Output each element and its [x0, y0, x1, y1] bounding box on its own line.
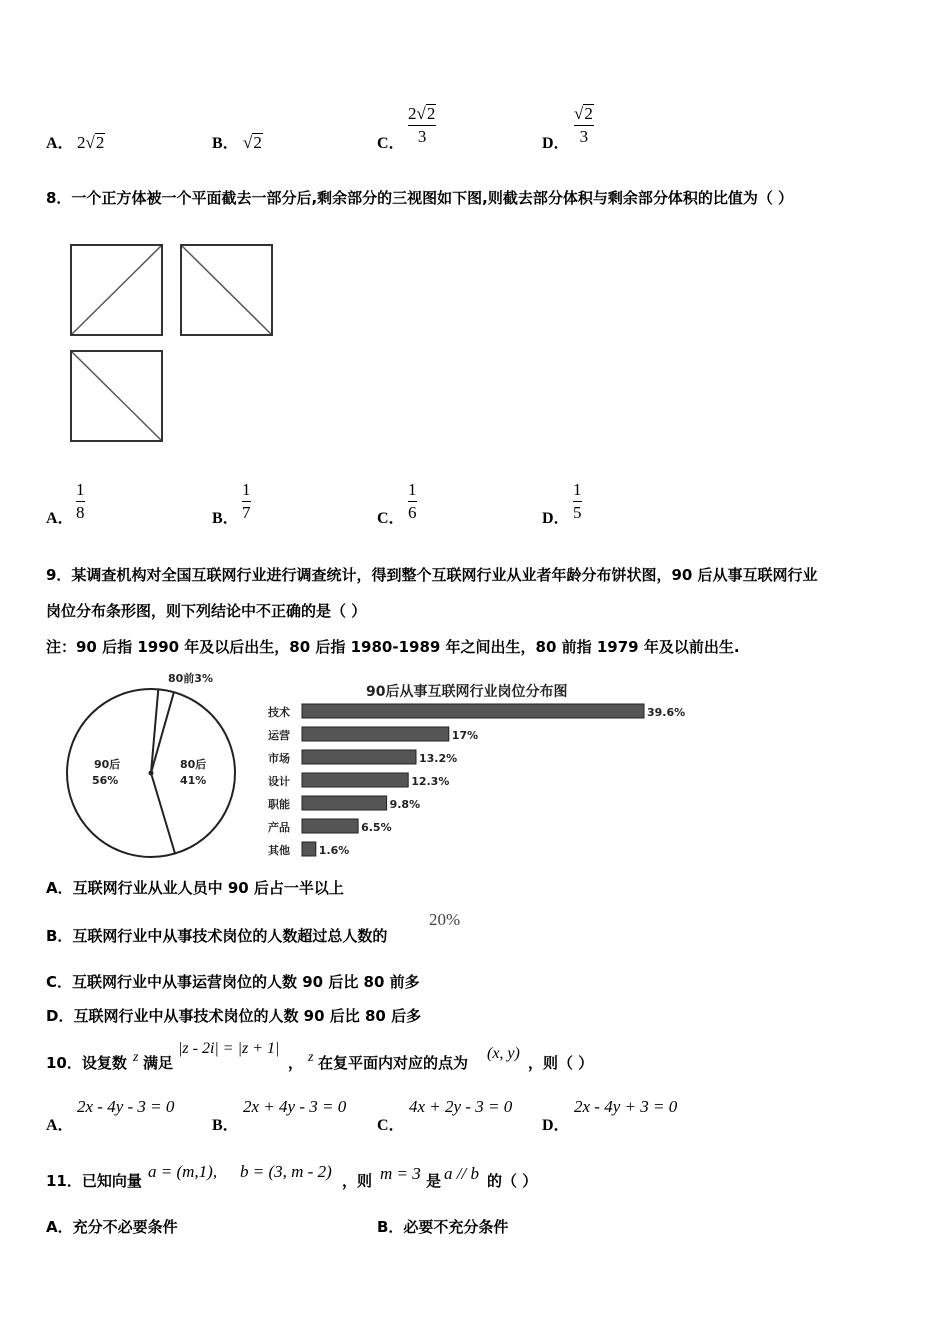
- bar-value-label: 13.2%: [419, 752, 458, 765]
- bar-value-label: 12.3%: [411, 775, 450, 788]
- q8-d-num: 1: [573, 480, 582, 499]
- q7-option-b-value[interactable]: √2: [243, 133, 262, 152]
- job-bar-chart: [262, 676, 702, 862]
- bar: [302, 727, 449, 741]
- q9-note: 注：90 后指 1990 年及以后出生，80 后指 1980-1989 年之间出生，80 前指 1979 年及以前出生.: [46, 638, 740, 656]
- q7-option-a-letter[interactable]: A．: [46, 135, 74, 152]
- bar-category-label: 市场: [268, 752, 290, 765]
- q7-a-rad: 2: [95, 133, 105, 152]
- q10-condition: |z - 2i| = |z + 1|: [178, 1040, 280, 1057]
- q11-is: 是: [426, 1172, 442, 1190]
- q9-stem-line1: 9．某调查机构对全国互联网行业进行调查统计，得到整个互联网行业从业者年龄分布饼状图，90 后从事互联网行业: [46, 566, 818, 584]
- bar-value-label: 9.8%: [389, 798, 421, 811]
- q10-point: (x, y): [487, 1045, 520, 1062]
- bar: [302, 704, 644, 718]
- age-pie-chart: [62, 670, 247, 865]
- front-view: [70, 244, 163, 336]
- q7-c-den: 3: [417, 127, 427, 146]
- bar: [302, 842, 316, 856]
- bar-value-label: 1.6%: [318, 844, 350, 857]
- q11-label: 11．已知向量: [46, 1172, 142, 1190]
- side-view: [180, 244, 273, 336]
- pie-value-90: 56%: [92, 774, 119, 787]
- q8-option-d-value[interactable]: [573, 480, 582, 523]
- bar-category-label: 运营: [268, 729, 290, 742]
- bar-category-label: 职能: [268, 798, 290, 811]
- q9-option-d[interactable]: D．互联网行业中从事技术岗位的人数 90 后比 80 后多: [46, 1007, 422, 1025]
- q8-b-num: 1: [242, 480, 251, 499]
- q11-then: ，则: [342, 1172, 373, 1190]
- q7-d-rad: 2: [584, 104, 593, 123]
- q10-option-b-expr[interactable]: 2x + 4y - 3 = 0: [243, 1097, 347, 1116]
- q10-option-d-expr[interactable]: 2x - 4y + 3 = 0: [574, 1097, 678, 1116]
- bar-category-label: 设计: [268, 775, 290, 788]
- q10-option-c-letter[interactable]: C．: [377, 1117, 405, 1134]
- top-view: [70, 350, 163, 442]
- q9-stem-line2: 岗位分布条形图，则下列结论中不正确的是（ ）: [46, 602, 367, 620]
- q8-option-c-letter[interactable]: C．: [377, 510, 405, 527]
- q10-option-c-expr[interactable]: 4x + 2y - 3 = 0: [409, 1097, 513, 1116]
- q8-option-a-letter[interactable]: A．: [46, 510, 74, 527]
- q10-z2: z: [308, 1050, 314, 1065]
- pie-label-80q: 80前3%: [168, 672, 213, 685]
- q11-option-a[interactable]: A．充分不必要条件: [46, 1218, 178, 1236]
- pie-label-80: 80后: [180, 758, 207, 771]
- q10-tail: ，则（ ）: [528, 1054, 594, 1072]
- q11-parallel: a // b: [444, 1164, 479, 1183]
- q9-option-a[interactable]: A．互联网行业从业人员中 90 后占一半以上: [46, 879, 344, 897]
- q11-option-b[interactable]: B．必要不充分条件: [377, 1218, 509, 1236]
- q7-option-a-value[interactable]: 2√2: [77, 133, 105, 152]
- q7-b-rad: 2: [253, 133, 262, 152]
- bar-value-label: 39.6%: [647, 706, 686, 719]
- q10-mid: 在复平面内对应的点为: [318, 1054, 469, 1072]
- q8-d-den: 5: [573, 503, 582, 522]
- q10-comma: ，: [288, 1054, 304, 1072]
- bar: [302, 750, 416, 764]
- q10-z: z: [133, 1050, 139, 1065]
- q10-option-a-letter[interactable]: A．: [46, 1117, 74, 1134]
- bar: [302, 773, 408, 787]
- q7-option-c-letter[interactable]: C．: [377, 135, 405, 152]
- q8-stem: 8．一个正方体被一个平面截去一部分后,剩余部分的三视图如下图,则截去部分体积与剩余部分体积的比值为（ ）: [46, 189, 794, 207]
- q8-option-d-letter[interactable]: D．: [542, 510, 570, 527]
- q11-m-equals-3: m = 3: [380, 1164, 421, 1183]
- q8-c-num: 1: [408, 480, 417, 499]
- q8-a-num: 1: [76, 480, 85, 499]
- q9-option-c[interactable]: C．互联网行业中从事运营岗位的人数 90 后比 80 前多: [46, 973, 420, 991]
- pie-label-90: 90后: [94, 758, 121, 771]
- q7-option-b-letter[interactable]: B．: [212, 135, 239, 152]
- q7-option-c-value[interactable]: 2√2 3: [408, 104, 436, 146]
- q10-satisfy: 满足: [143, 1054, 174, 1072]
- q8-b-den: 7: [242, 503, 251, 522]
- q11-vector-b: b = (3, m - 2): [240, 1162, 332, 1181]
- q10-option-b-letter[interactable]: B．: [212, 1117, 239, 1134]
- q9-option-b[interactable]: B．互联网行业中从事技术岗位的人数超过总人数的: [46, 927, 388, 945]
- bar-group: [267, 704, 685, 857]
- q7-option-d-letter[interactable]: D．: [542, 135, 570, 152]
- q10-option-d-letter[interactable]: D．: [542, 1117, 570, 1134]
- bar: [302, 796, 387, 810]
- q7-a-coef: 2: [77, 133, 86, 152]
- q8-a-den: 8: [76, 503, 85, 522]
- q10-label: 10．设复数: [46, 1054, 127, 1072]
- q8-option-c-value[interactable]: [408, 480, 417, 523]
- q7-c-rad: 2: [426, 104, 436, 123]
- pie-value-80: 41%: [180, 774, 207, 787]
- q8-option-b-value[interactable]: [242, 480, 251, 523]
- q8-c-den: 6: [408, 503, 417, 522]
- bar-category-label: 技术: [268, 706, 290, 719]
- bar-value-label: 17%: [451, 729, 479, 742]
- pie-center: [149, 771, 154, 776]
- q9-option-b-math: 20%: [429, 910, 461, 929]
- q7-option-d-value[interactable]: √2 3: [574, 104, 593, 146]
- bar-category-label: 其他: [268, 844, 290, 857]
- q7-d-den: 3: [579, 127, 589, 146]
- bar-category-label: 产品: [268, 821, 290, 834]
- q11-tail: 的（ ）: [487, 1172, 538, 1190]
- q8-option-b-letter[interactable]: B．: [212, 510, 239, 527]
- q7-c-coef: 2: [408, 104, 417, 123]
- q8-option-a-value[interactable]: [76, 480, 85, 523]
- q10-option-a-expr[interactable]: 2x - 4y - 3 = 0: [77, 1097, 175, 1116]
- bar: [302, 819, 358, 833]
- bar-chart-title: 90后从事互联网行业岗位分布图: [366, 684, 568, 700]
- q11-vector-a: a = (m,1),: [148, 1162, 218, 1181]
- bar-value-label: 6.5%: [361, 821, 392, 834]
